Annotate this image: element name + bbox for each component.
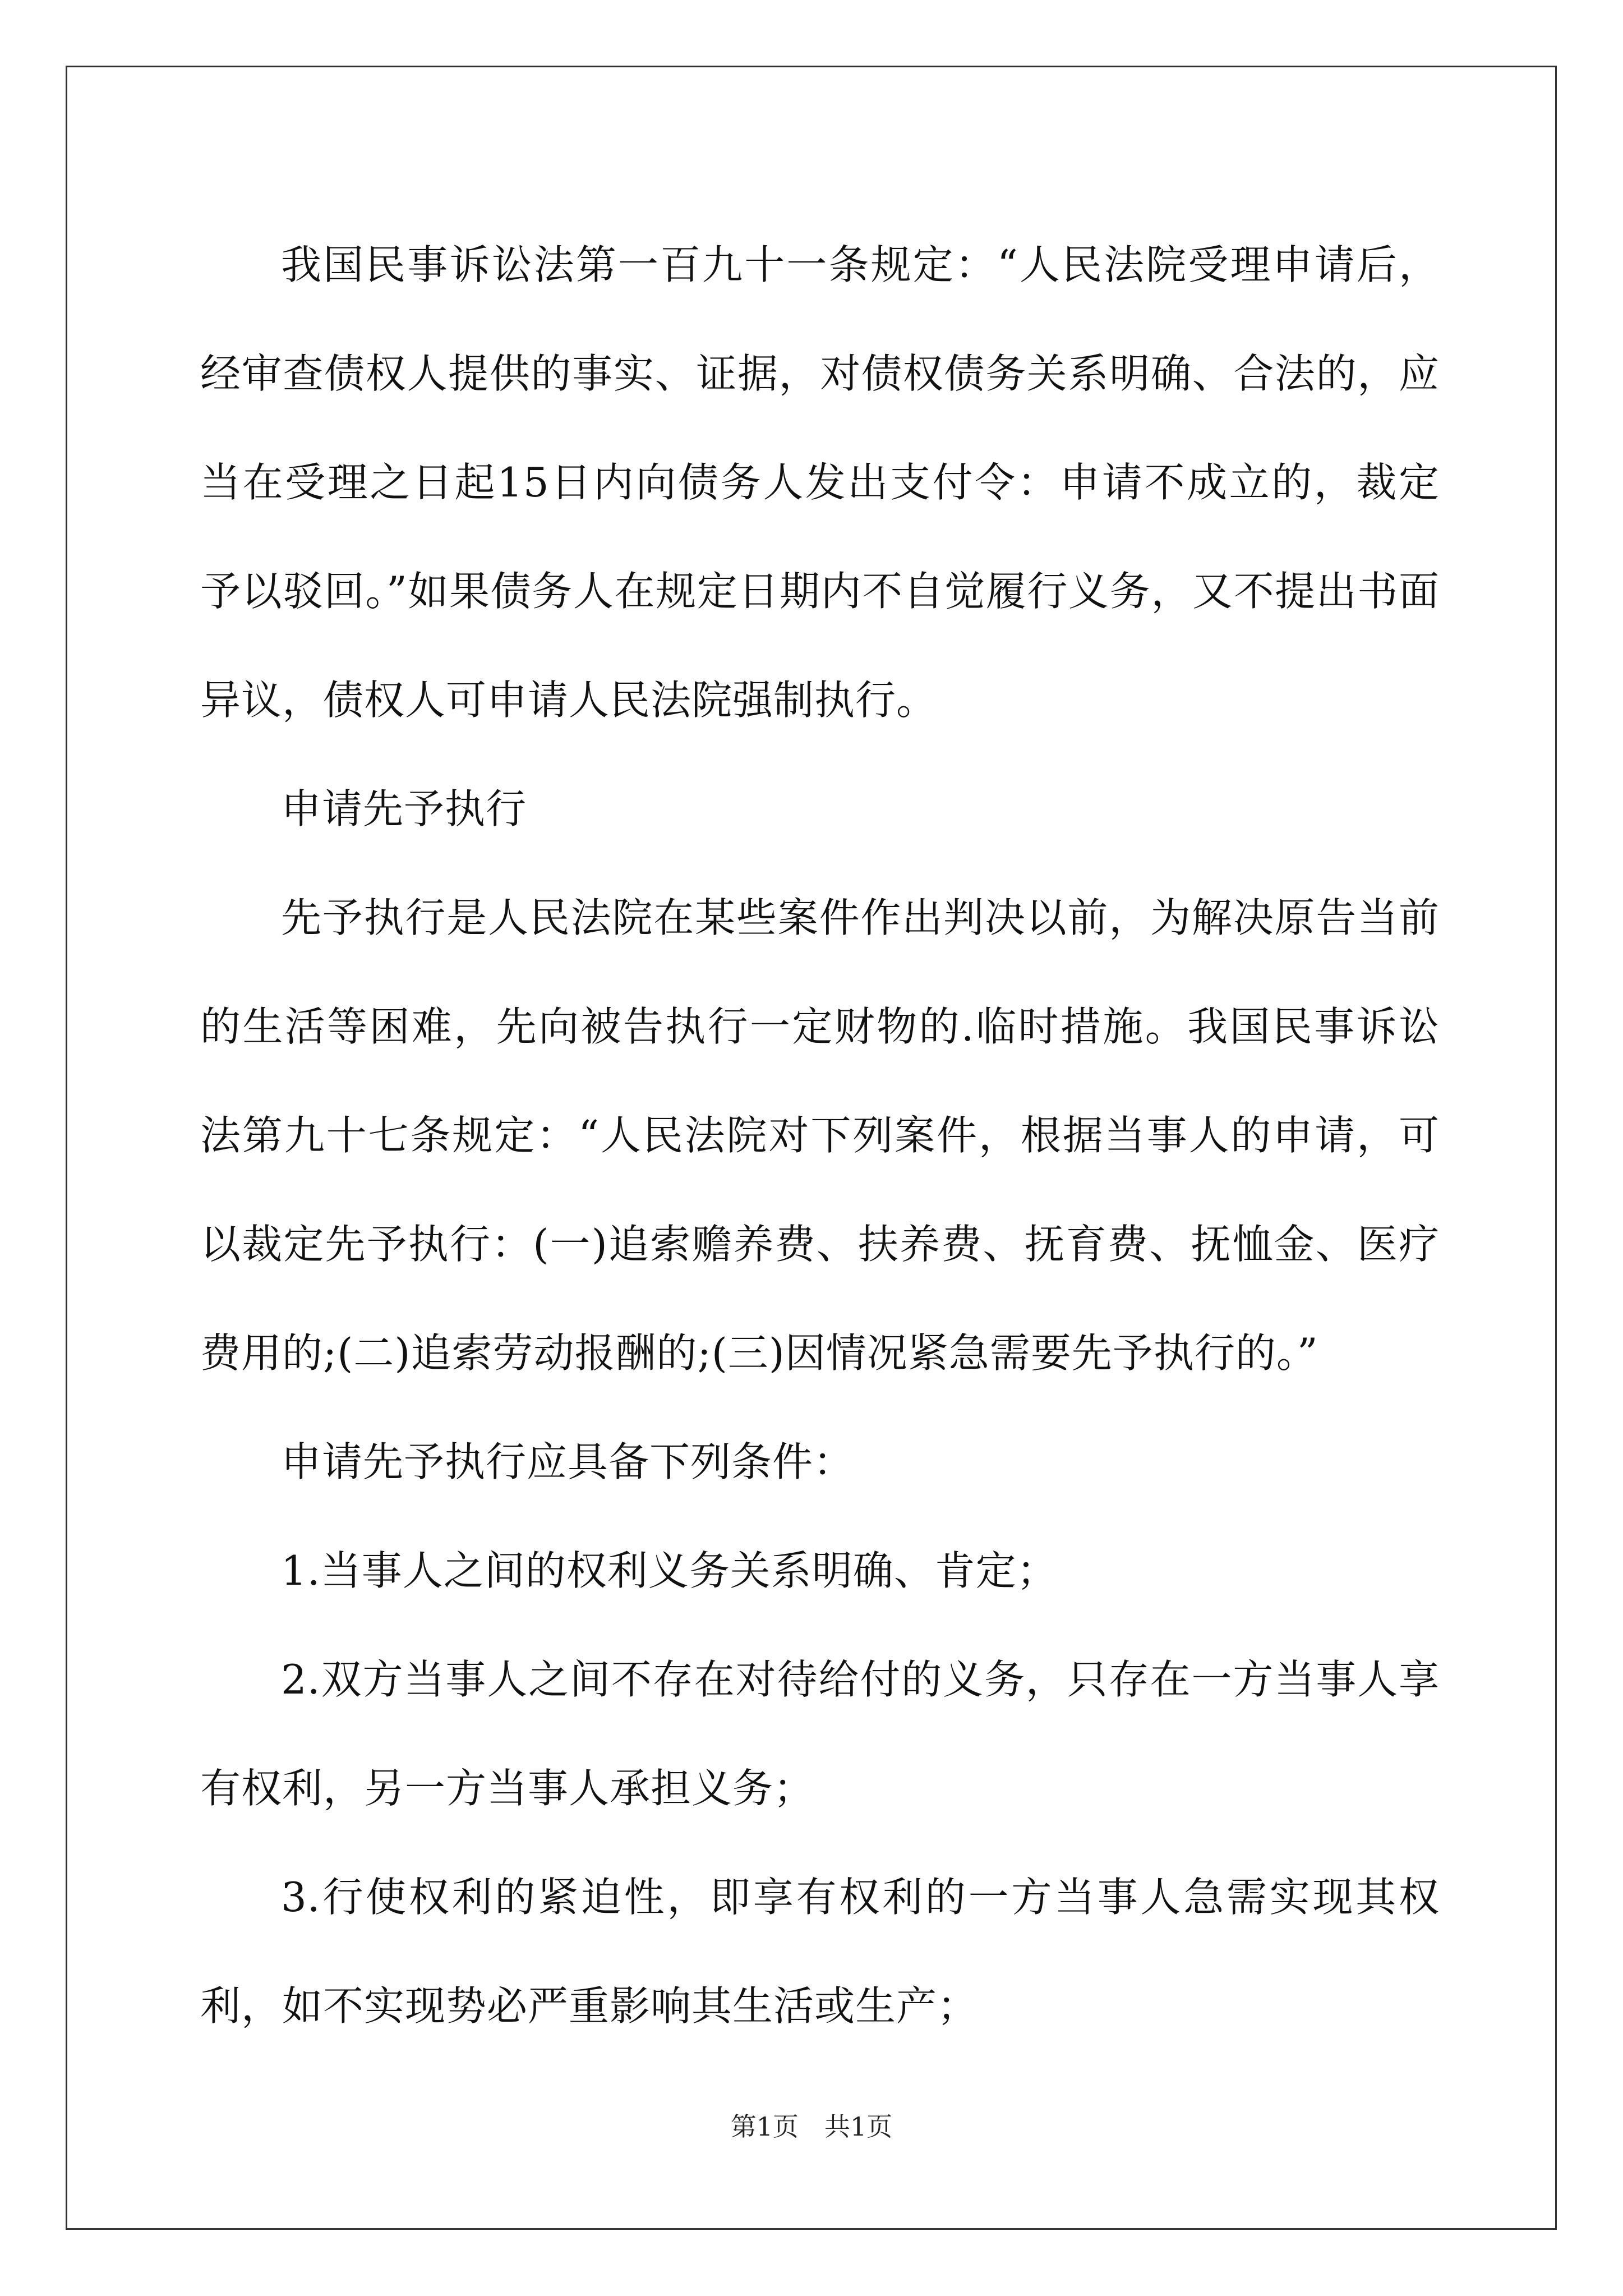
section-heading-advance-execution: 申请先予执行 <box>281 785 527 832</box>
list-item-condition-1: 1.当事人之间的权利义务关系明确、肯定； <box>281 1547 1058 1594</box>
paragraph-advance-execution-definition: 先予执行是人民法院在某些案件作出判决以前，为解决原告当前的生活等困难，先向被告执行一定财物的.临时措施。我国民事诉讼法第九十七条规定：“人民法院对下列案件，根据当事人的申请，可以裁定先予执行：(一)追索赡养费、扶养费、抚育费、抚恤金、医疗费用的;(二)追索劳动报酬的;(三)因情况紧急需要先予执行的。” <box>200 894 1440 1377</box>
list-item-condition-2: 2.双方当事人之间不存在对待给付的义务，只存在一方当事人享有权利，另一方当事人承担义务； <box>200 1656 1440 1812</box>
list-item-condition-3: 3.行使权利的紧迫性，即享有权利的一方当事人急需实现其权利，如不实现势必严重影响其生活或生产； <box>200 1874 1440 2030</box>
document-body <box>200 210 1440 2060</box>
paragraph-payment-order: 我国民事诉讼法第一百九十一条规定：“人民法院受理申请后，经审查债权人提供的事实、证据，对债权债务关系明确、合法的，应当在受理之日起15日内向债务人发出支付令：申请不成立的，裁定予以驳回。”如果债务人在规定日期内不自觉履行义务，又不提出书面异议，债权人可申请人民法院强制执行。 <box>200 241 1440 724</box>
paragraph-conditions-intro: 申请先予执行应具备下列条件： <box>281 1438 855 1485</box>
page-number-footer: 第1页 共1页 <box>730 2111 893 2142</box>
